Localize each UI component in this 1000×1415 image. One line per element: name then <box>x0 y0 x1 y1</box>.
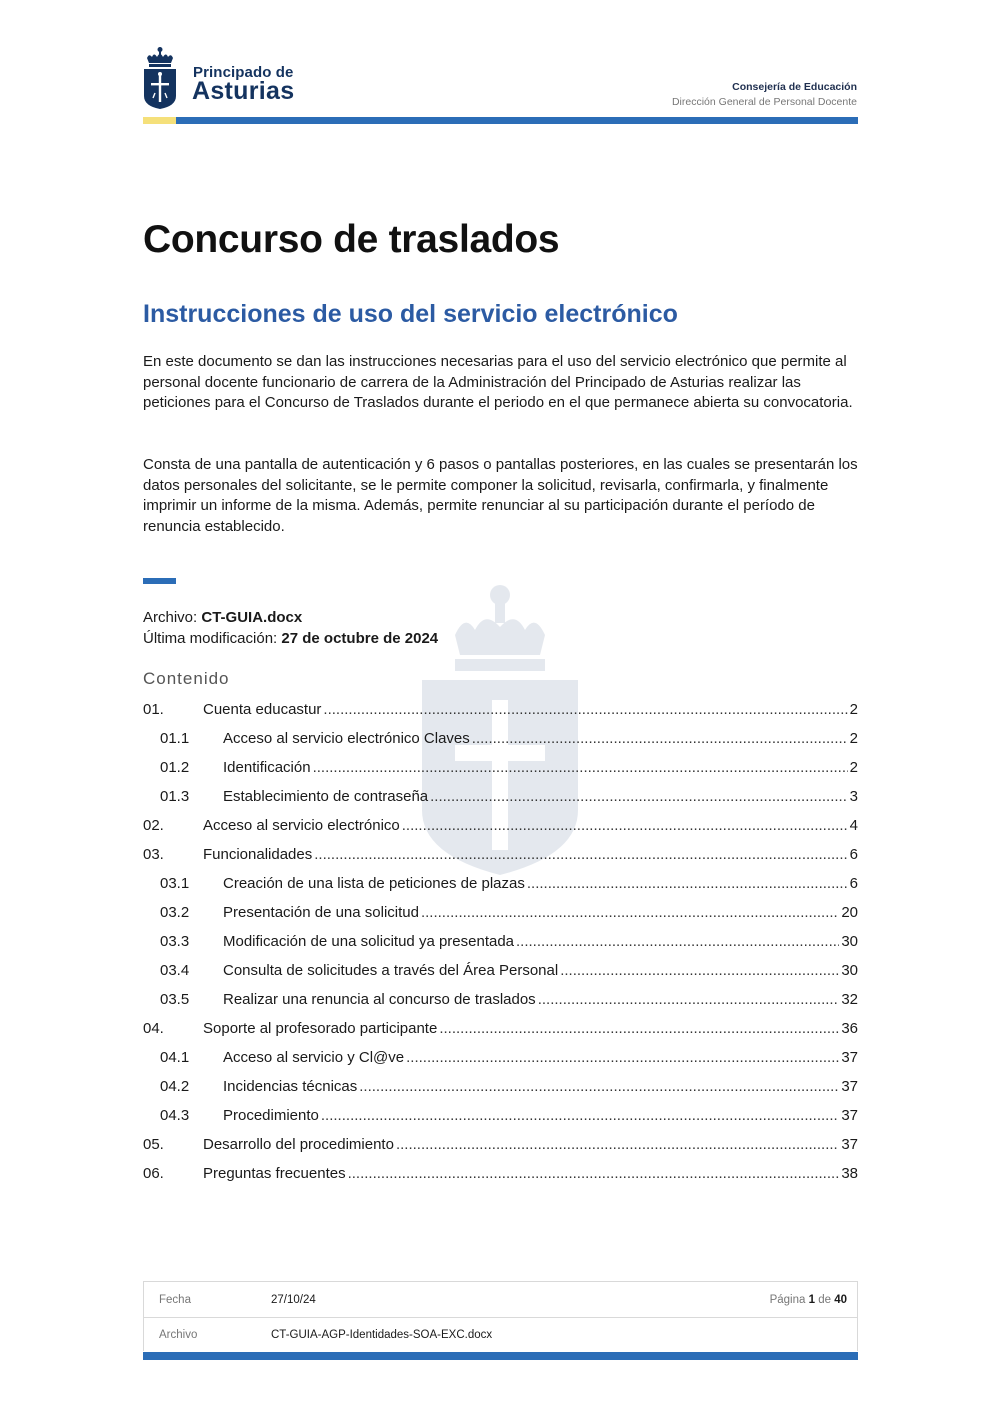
principado-logo <box>143 46 323 110</box>
toc-entry-number: 03.4 <box>160 962 190 979</box>
toc-entry-page: 30 <box>841 933 858 950</box>
toc-entry-number: 04.1 <box>160 1049 190 1066</box>
toc-heading: Contenido <box>143 669 230 688</box>
toc-entry-page: 37 <box>841 1107 858 1124</box>
toc-entry[interactable] <box>143 759 858 788</box>
toc-entry[interactable] <box>143 817 858 846</box>
file-label: Archivo: <box>143 609 202 626</box>
toc-leader-dots <box>313 759 848 776</box>
toc-entry[interactable] <box>143 730 858 759</box>
logo-line1: Principado de <box>193 64 294 81</box>
toc-entry-title: Modificación de una solicitud ya presentada <box>223 933 515 950</box>
toc-entry-page: 6 <box>849 875 858 892</box>
directorate-name: Dirección General de Personal Docente <box>671 96 857 108</box>
toc-leader-dots <box>314 846 847 863</box>
toc-leader-dots <box>396 1136 839 1153</box>
table-of-contents <box>143 701 858 1194</box>
toc-entry-number: 03. <box>143 846 164 863</box>
toc-entry-number: 03.1 <box>160 875 190 892</box>
toc-entry-number: 03.3 <box>160 933 190 950</box>
footer-file-value: CT-GUIA-AGP-Identidades-SOA-EXC.docx <box>271 1329 493 1341</box>
toc-entry[interactable] <box>143 1049 858 1078</box>
header-divider <box>143 117 858 124</box>
toc-entry[interactable] <box>143 1020 858 1049</box>
toc-entry-number: 04. <box>143 1020 164 1037</box>
toc-entry-page: 2 <box>849 701 858 718</box>
intro-paragraph: En este documento se dan las instrucciones necesarias para el uso del servicio electrónico que permite al personal docente funcionario de carrera de la Administración del Principado de Asturias realizar las peticiones para el Concurso de Traslados durante el periodo en el que permanece abierta su convocatoria. <box>143 353 853 411</box>
toc-leader-dots <box>439 1020 839 1037</box>
toc-entry-number: 05. <box>143 1136 164 1153</box>
toc-leader-dots <box>421 904 839 921</box>
toc-entry-title: Soporte al profesorado participante <box>203 1020 438 1037</box>
toc-leader-dots <box>538 991 840 1008</box>
toc-entry-title: Realizar una renuncia al concurso de traslados <box>223 991 536 1008</box>
toc-entry-title: Preguntas frecuentes <box>203 1165 346 1182</box>
toc-leader-dots <box>516 933 839 950</box>
modified-line <box>143 628 438 649</box>
modified-label: Última modificación: <box>143 630 282 647</box>
toc-entry-number: 04.2 <box>160 1078 190 1095</box>
toc-entry-page: 6 <box>849 846 858 863</box>
toc-entry-number: 03.2 <box>160 904 190 921</box>
toc-leader-dots <box>406 1049 839 1066</box>
toc-entry-title: Presentación de una solicitud <box>223 904 419 921</box>
toc-entry-number: 01. <box>143 701 164 718</box>
toc-entry-page: 20 <box>841 904 858 921</box>
document-meta <box>143 607 438 649</box>
footer-page-label: Página <box>769 1294 806 1306</box>
toc-entry[interactable] <box>143 1107 858 1136</box>
toc-entry[interactable] <box>143 1078 858 1107</box>
toc-leader-dots <box>560 962 839 979</box>
toc-entry-page: 2 <box>849 730 858 747</box>
toc-entry-page: 37 <box>841 1049 858 1066</box>
toc-entry[interactable] <box>143 991 858 1020</box>
toc-entry-title: Funcionalidades <box>203 846 313 863</box>
footer-file-label: Archivo <box>159 1329 198 1341</box>
toc-entry-page: 37 <box>841 1136 858 1153</box>
toc-leader-dots <box>402 817 848 834</box>
toc-entry[interactable] <box>143 933 858 962</box>
toc-entry-title: Identificación <box>223 759 311 776</box>
toc-entry-title: Incidencias técnicas <box>223 1078 358 1095</box>
document-subtitle: Instrucciones de uso del servicio electrónico <box>143 300 678 328</box>
toc-entry[interactable] <box>143 904 858 933</box>
toc-entry[interactable] <box>143 846 858 875</box>
toc-entry[interactable] <box>143 962 858 991</box>
toc-entry-number: 01.1 <box>160 730 190 747</box>
header-department-block <box>672 81 857 108</box>
footer-date-value: 27/10/24 <box>271 1294 316 1306</box>
footer-page-total: 40 <box>834 1294 847 1306</box>
toc-entry-title: Acceso al servicio electrónico <box>203 817 400 834</box>
footer-date-row <box>144 1282 857 1318</box>
toc-entry[interactable] <box>143 788 858 817</box>
toc-entry-title: Consulta de solicitudes a través del Área Personal <box>223 962 559 979</box>
footer-bar <box>143 1352 858 1360</box>
toc-entry-page: 2 <box>849 759 858 776</box>
toc-entry-page: 3 <box>849 788 858 805</box>
toc-entry-title: Cuenta educastur <box>203 701 322 718</box>
toc-entry[interactable] <box>143 701 858 730</box>
file-name: CT-GUIA.docx <box>201 609 303 626</box>
toc-entry[interactable] <box>143 875 858 904</box>
department-name: Consejería de Educación <box>732 81 857 93</box>
toc-entry-number: 03.5 <box>160 991 190 1008</box>
toc-entry-title: Procedimiento <box>223 1107 319 1124</box>
toc-entry[interactable] <box>143 1165 858 1194</box>
page-footer <box>143 1281 858 1351</box>
toc-leader-dots <box>527 875 848 892</box>
file-line <box>143 607 438 628</box>
toc-entry-title: Acceso al servicio y Cl@ve <box>223 1049 405 1066</box>
toc-entry[interactable] <box>143 1136 858 1165</box>
toc-entry-number: 04.3 <box>160 1107 190 1124</box>
toc-entry-number: 06. <box>143 1165 164 1182</box>
toc-entry-number: 01.3 <box>160 788 190 805</box>
footer-file-row <box>144 1317 857 1352</box>
document-title: Concurso de traslados <box>143 218 560 261</box>
toc-leader-dots <box>430 788 848 805</box>
header-divider-accent <box>143 117 176 124</box>
toc-entry-page: 32 <box>841 991 858 1008</box>
toc-entry-page: 38 <box>841 1165 858 1182</box>
toc-entry-page: 37 <box>841 1078 858 1095</box>
toc-entry-title: Acceso al servicio electrónico Claves <box>223 730 470 747</box>
toc-leader-dots <box>472 730 848 747</box>
toc-leader-dots <box>359 1078 839 1095</box>
footer-page-current: 1 <box>808 1294 815 1306</box>
toc-leader-dots <box>321 1107 839 1124</box>
section-accent-bar <box>143 578 176 584</box>
footer-date-label: Fecha <box>159 1294 191 1306</box>
toc-entry-number: 01.2 <box>160 759 190 776</box>
asturias-shield-icon <box>143 46 177 110</box>
toc-entry-page: 30 <box>841 962 858 979</box>
toc-entry-title: Desarrollo del procedimiento <box>203 1136 394 1153</box>
toc-entry-title: Establecimiento de contraseña <box>223 788 429 805</box>
toc-entry-page: 4 <box>849 817 858 834</box>
toc-leader-dots <box>323 701 847 718</box>
footer-page-of: de <box>818 1294 831 1306</box>
description-paragraph: Consta de una pantalla de autenticación y 6 pasos o pantallas posteriores, en las cuales se presentarán los datos personales del solicitante, se le permite componer la solicitud, revisarla, confirmarla, y finalmente imprimir un informe de la misma. Además, permite renunciar al su participación durante el período de renuncia establecido. <box>143 456 858 535</box>
logo-line2: Asturias <box>192 77 295 105</box>
toc-entry-page: 36 <box>841 1020 858 1037</box>
toc-entry-title: Creación de una lista de peticiones de plazas <box>223 875 525 892</box>
toc-entry-number: 02. <box>143 817 164 834</box>
footer-page-number <box>770 1294 847 1306</box>
modified-date: 27 de octubre de 2024 <box>281 630 439 647</box>
toc-leader-dots <box>348 1165 840 1182</box>
